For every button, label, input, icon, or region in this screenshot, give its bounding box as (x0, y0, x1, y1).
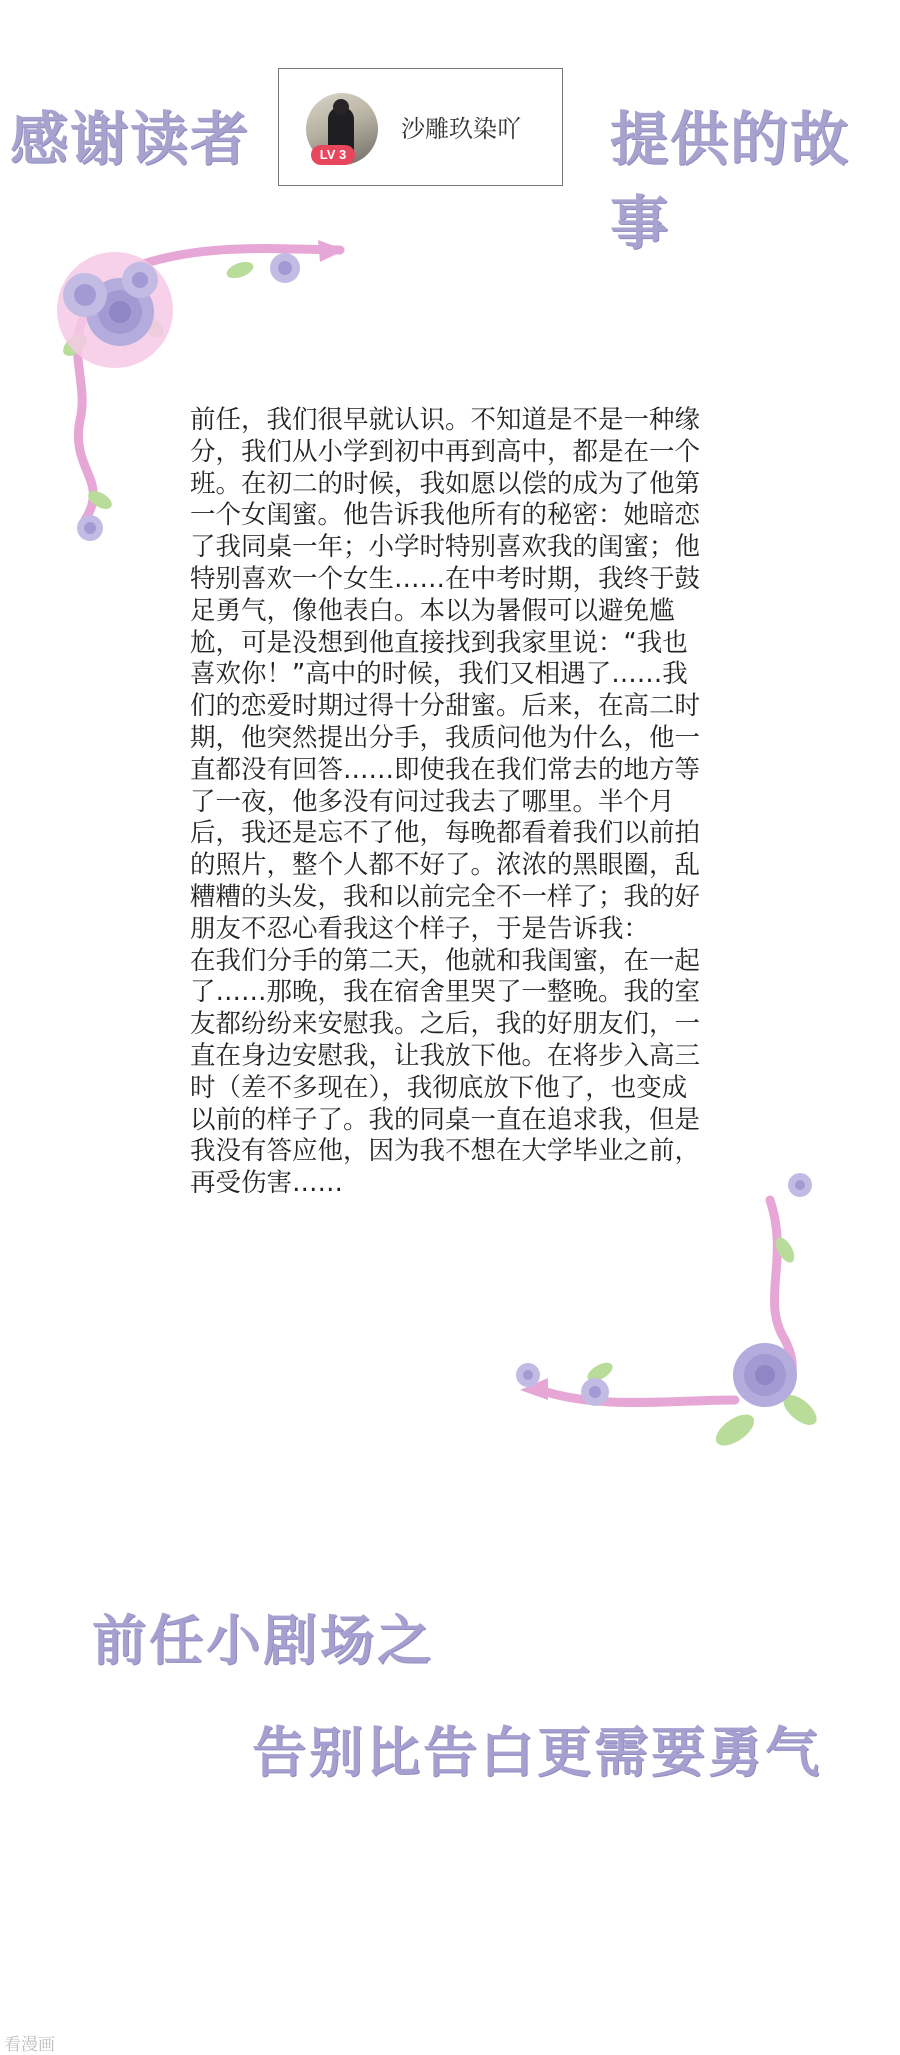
series-title-line2: 告别比告白更需要勇气 (252, 1721, 822, 1784)
story-paragraph: 在我们分手的第二天，他就和我闺蜜，在一起了……那晚，我在宿舍里哭了一整晚。我的室友都纷纷来安慰我。之后，我的好朋友们，一直在身边安慰我，让我放下他。在将步入高三时（差不多现在），我彻底放下他了，也变成以前的样子了。我的同桌一直在追求我，但是我没有答应他，因为我不想在大学毕业之前，再受伤害…… (190, 945, 701, 1199)
username[interactable]: 沙雕玖染吖 (401, 115, 521, 143)
provided-story-text: 提供的故事 (610, 105, 851, 257)
series-title-line1: 前任小剧场之 (92, 1609, 434, 1672)
level-badge: LV 3 (311, 145, 355, 165)
watermark: 看漫画 (4, 2035, 55, 2055)
story-paragraph: 前任，我们很早就认识。不知道是不是一种缘分，我们从小学到初中再到高中，都是在一个班。在初二的时候，我如愿以偿的成为了他第一个女闺蜜。他告诉我他所有的秘密：她暗恋了我同桌一年；小学时特别喜欢我的闺蜜；他特别喜欢一个女生……在中考时期，我终于鼓足勇气，像他表白。本以为暑假可以避免尴尬，可是没想到他直接找到我家里说：“我也喜欢你！”高中的时候，我们又相遇了……我们的恋爱时期过得十分甜蜜。后来，在高二时期，他突然提出分手，我质问他为什么，他一直都没有回答……即使我在我们常去的地方等了一夜，他多没有问过我去了哪里。半个月后，我还是忘不了他，每晚都看着我们以前拍的照片，整个人都不好了。浓浓的黑眼圈，乱糟糟的头发，我和以前完全不一样了；我的好朋友不忍心看我这个样子，于是告诉我： (190, 405, 701, 944)
thanks-readers-text: 感谢读者 (10, 105, 251, 173)
